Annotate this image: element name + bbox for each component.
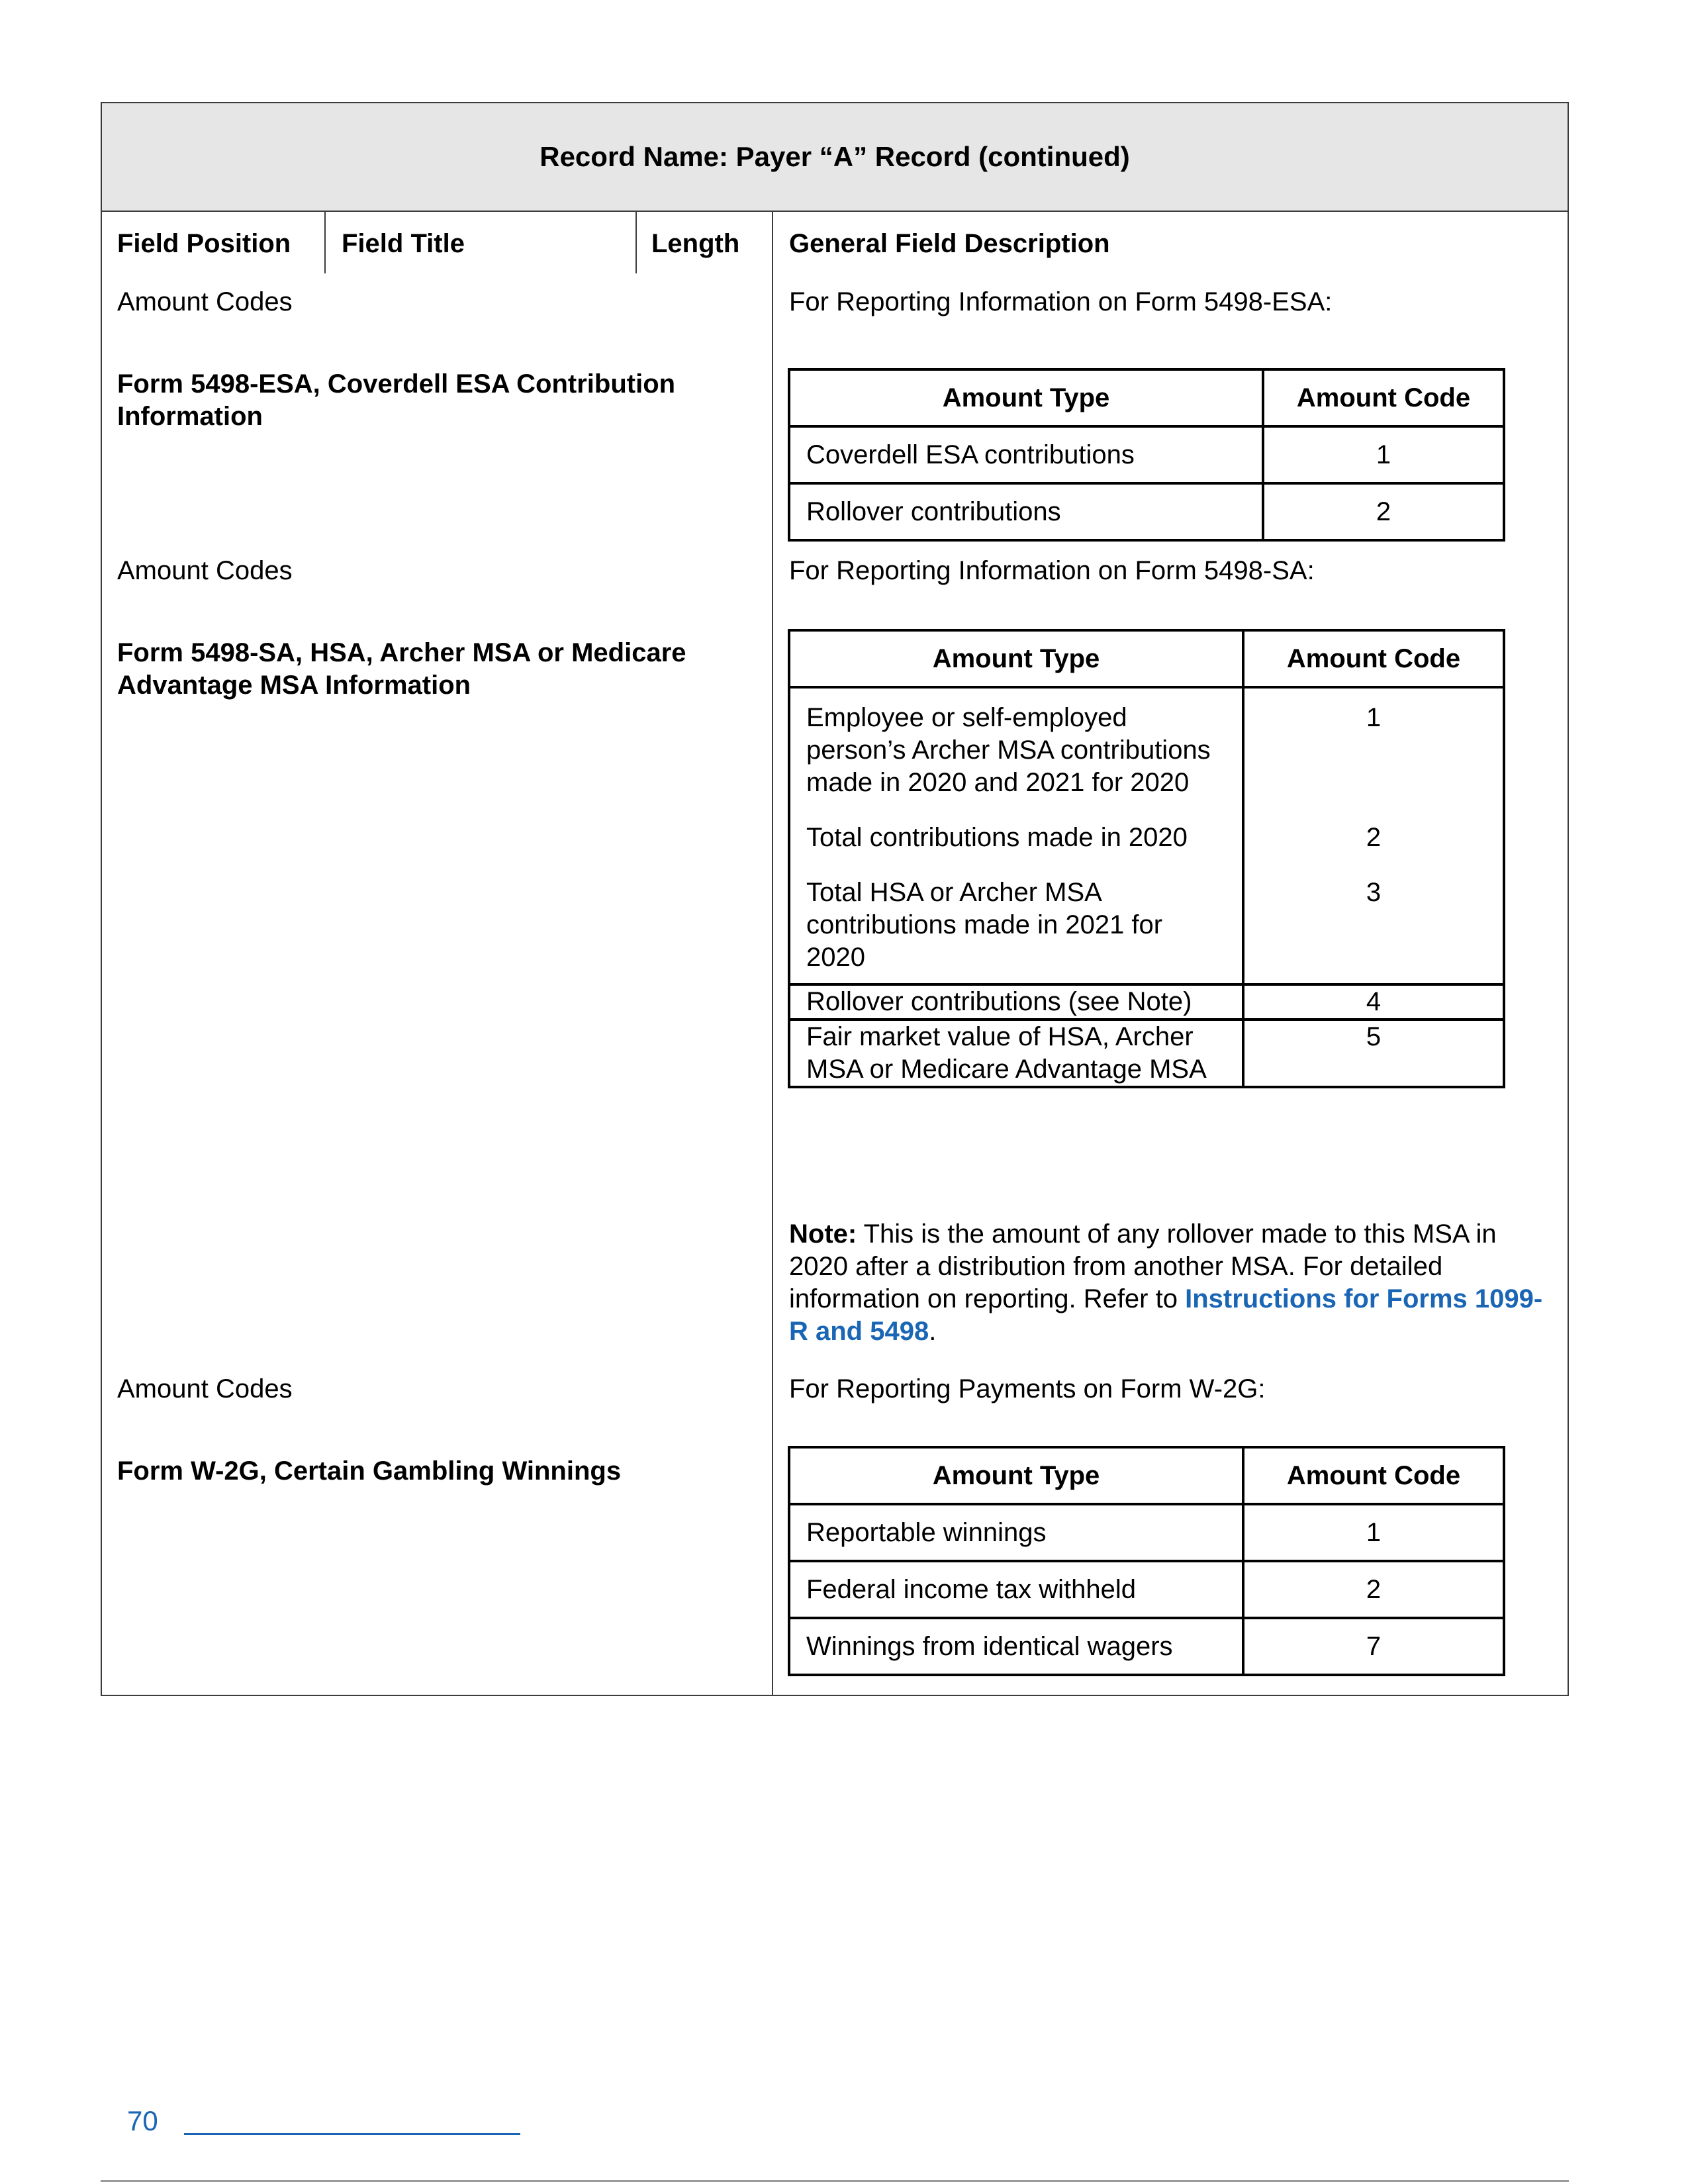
column-divider [324, 211, 326, 273]
footer-rule [184, 2133, 520, 2135]
amount-code-table [788, 1446, 1505, 1676]
amount-type: Rollover contributions (see Note) [789, 984, 1243, 1020]
record-title: Record Name: Payer “A” Record (continued) [102, 103, 1568, 212]
form-title: Form W-2G, Certain Gambling Winnings [117, 1456, 622, 1486]
amount-code-table [788, 629, 1505, 1088]
table-row [789, 863, 1504, 984]
header-field-position: Field Position [117, 229, 291, 258]
header-length: Length [651, 229, 740, 258]
column-header: Amount Type [789, 1447, 1243, 1504]
form-title: Form 5498-SA, HSA, Archer MSA or Medicare Advantage MSA Information [117, 638, 686, 700]
amount-code: 2 [1243, 808, 1504, 863]
column-divider [772, 211, 773, 1695]
amount-codes-label: Amount Codes [117, 287, 293, 316]
amount-type: Reportable winnings [789, 1504, 1243, 1561]
note-end: . [929, 1317, 937, 1346]
column-divider [635, 211, 637, 273]
table-row [789, 1020, 1504, 1087]
table-row [789, 1504, 1504, 1561]
amount-code: 2 [1263, 483, 1504, 540]
table-row [789, 1561, 1504, 1618]
section-intro: For Reporting Information on Form 5498-SA: [789, 556, 1315, 585]
page-number: 70 [127, 2105, 158, 2136]
column-header: Amount Type [789, 369, 1263, 426]
amount-code-table [788, 368, 1505, 542]
amount-code: 1 [1263, 426, 1504, 483]
section-intro: For Reporting Information on Form 5498-ESA: [789, 287, 1333, 316]
form-title: Form 5498-ESA, Coverdell ESA Contribution Information [117, 369, 676, 431]
amount-type: Employee or self-employed person’s Archer MSA contributions made in 2020 and 2021 for 2020 [789, 687, 1243, 808]
bottom-rule [101, 2180, 1569, 2182]
note-label: Note: [789, 1219, 857, 1249]
column-header: Amount Type [789, 630, 1243, 687]
header-field-title: Field Title [342, 229, 465, 258]
note-text: This is the amount of any rollover made to this MSA in 2020 after a distribution from another MSA. For detailed information on reporting. Refer to [789, 1219, 1497, 1313]
amount-code: 5 [1243, 1020, 1504, 1087]
note-paragraph [789, 1218, 1550, 1348]
record-layout-table [101, 102, 1569, 1696]
table-row [789, 426, 1504, 483]
amount-type: Total HSA or Archer MSA contributions made in 2021 for 2020 [789, 863, 1243, 984]
amount-type: Total contributions made in 2020 [789, 808, 1243, 863]
amount-code: 3 [1243, 863, 1504, 984]
amount-code: 2 [1243, 1561, 1504, 1618]
amount-code: 1 [1243, 1504, 1504, 1561]
table-row [789, 687, 1504, 808]
section-intro: For Reporting Payments on Form W-2G: [789, 1374, 1266, 1403]
amount-code: 7 [1243, 1618, 1504, 1675]
column-header: Amount Code [1243, 630, 1504, 687]
table-row [789, 483, 1504, 540]
table-row [789, 984, 1504, 1020]
amount-type: Coverdell ESA contributions [789, 426, 1263, 483]
amount-type: Rollover contributions [789, 483, 1263, 540]
amount-code: 1 [1243, 687, 1504, 808]
column-header: Amount Code [1263, 369, 1504, 426]
header-general-description: General Field Description [789, 229, 1110, 258]
table-row [789, 808, 1504, 863]
amount-code: 4 [1243, 984, 1504, 1020]
amount-type: Winnings from identical wagers [789, 1618, 1243, 1675]
column-header: Amount Code [1243, 1447, 1504, 1504]
amount-codes-label: Amount Codes [117, 1374, 293, 1403]
amount-type: Federal income tax withheld [789, 1561, 1243, 1618]
table-row [789, 1618, 1504, 1675]
amount-type: Fair market value of HSA, Archer MSA or Medicare Advantage MSA [789, 1020, 1243, 1087]
instructions-link[interactable]: Instructions for Forms 1099-R and 5498 [789, 1284, 1543, 1346]
amount-codes-label: Amount Codes [117, 556, 293, 585]
